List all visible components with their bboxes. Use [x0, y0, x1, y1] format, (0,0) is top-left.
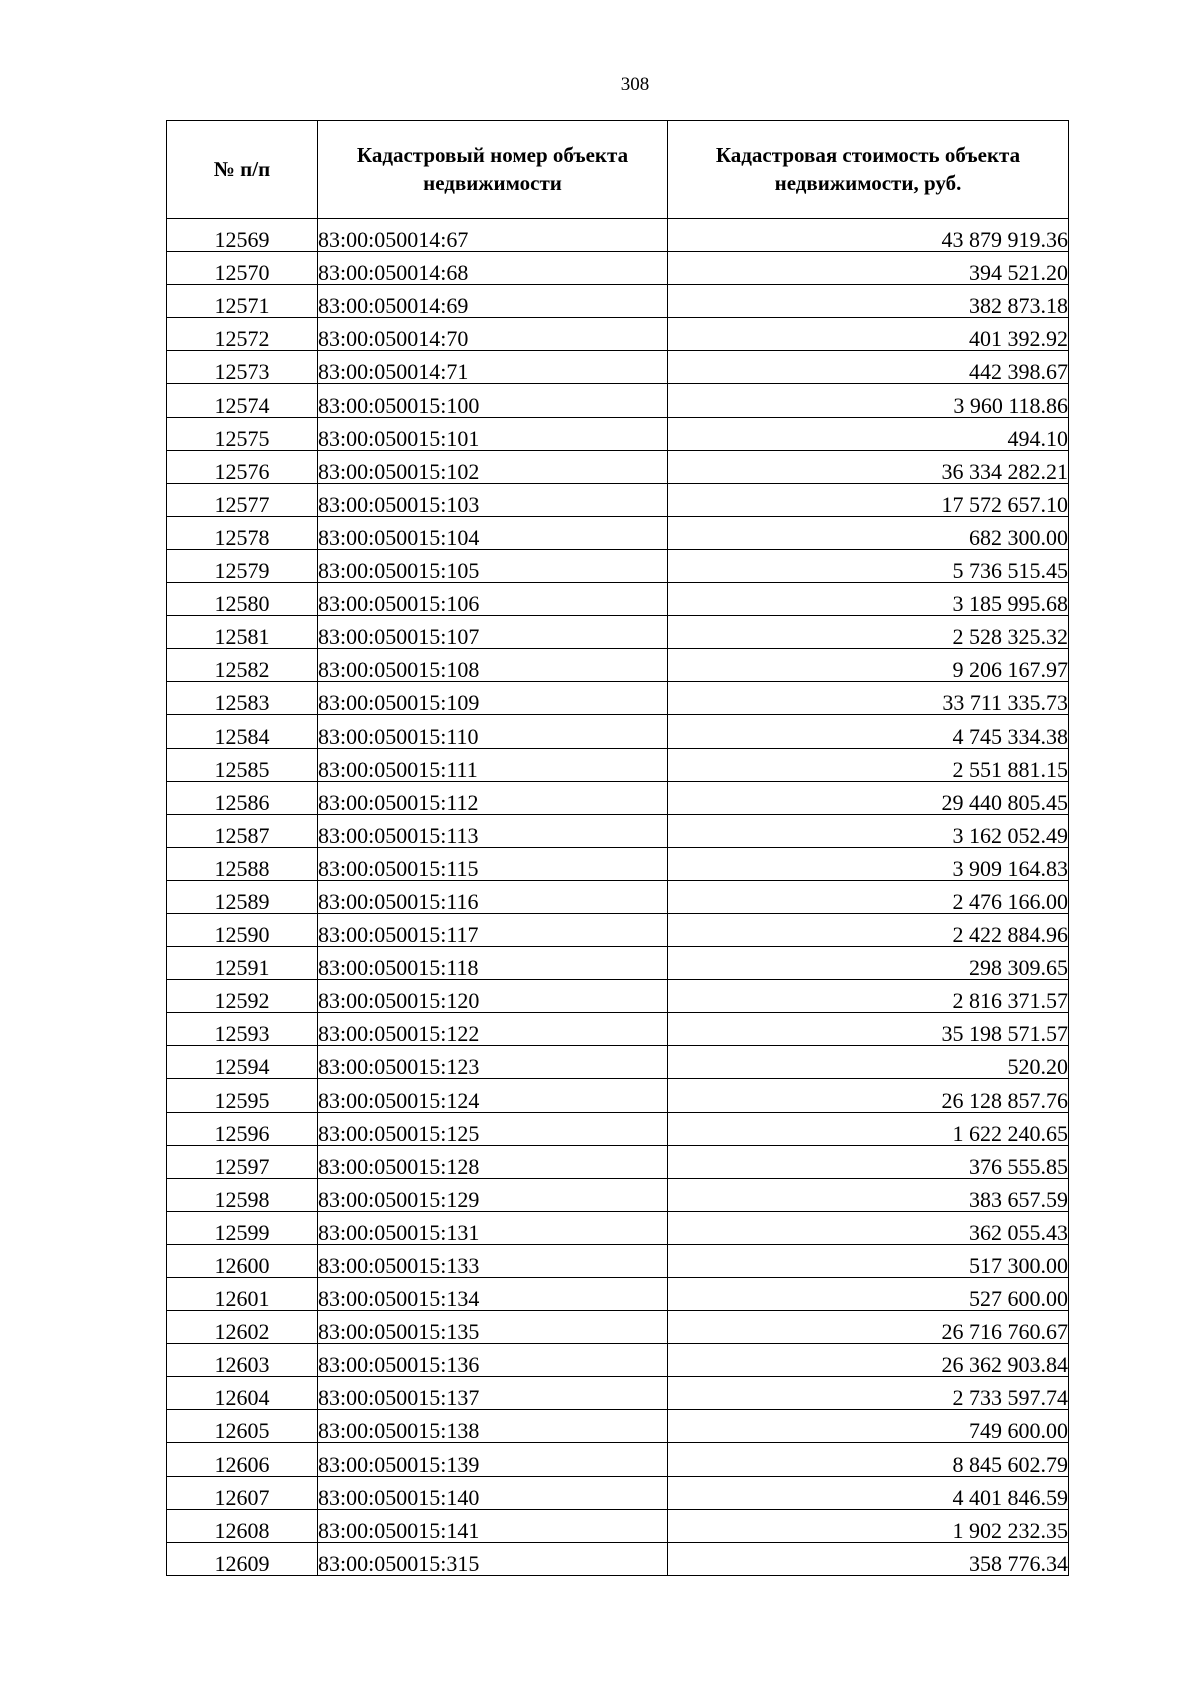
table-row: [167, 1013, 1069, 1046]
cadastral-value-cell: 36 334 282.21: [668, 450, 1069, 483]
row-number-cell: 12608: [167, 1509, 318, 1542]
cadastral-number-cell: 83:00:050015:102: [318, 450, 668, 483]
row-number-cell: 12578: [167, 516, 318, 549]
cadastral-value-cell: 3 960 118.86: [668, 384, 1069, 417]
row-number-cell: 12606: [167, 1443, 318, 1476]
cadastral-value-cell: 2 733 597.74: [668, 1377, 1069, 1410]
cadastral-value-cell: 520.20: [668, 1046, 1069, 1079]
row-number-cell: 12609: [167, 1542, 318, 1575]
row-number-cell: 12598: [167, 1178, 318, 1211]
cadastral-value-cell: 1 622 240.65: [668, 1112, 1069, 1145]
table-row: [167, 285, 1069, 318]
cadastral-number-cell: 83:00:050015:117: [318, 913, 668, 946]
cadastral-number-cell: 83:00:050015:137: [318, 1377, 668, 1410]
table-row: [167, 417, 1069, 450]
page-number: 308: [620, 74, 650, 95]
table-row: [167, 252, 1069, 285]
cadastral-number-cell: 83:00:050015:110: [318, 715, 668, 748]
cadastral-number-cell: 83:00:050015:100: [318, 384, 668, 417]
table-row: [167, 947, 1069, 980]
table-row: [167, 847, 1069, 880]
cadastral-number-cell: 83:00:050015:115: [318, 847, 668, 880]
table-row: [167, 1178, 1069, 1211]
row-number-cell: 12589: [167, 880, 318, 913]
cadastral-number-cell: 83:00:050015:108: [318, 649, 668, 682]
row-number-cell: 12602: [167, 1311, 318, 1344]
cadastral-value-cell: 376 555.85: [668, 1145, 1069, 1178]
cadastral-value-cell: 5 736 515.45: [668, 549, 1069, 582]
cadastral-value-cell: 494.10: [668, 417, 1069, 450]
cadastral-value-cell: 2 816 371.57: [668, 980, 1069, 1013]
cadastral-number-cell: 83:00:050015:112: [318, 781, 668, 814]
cadastral-number-cell: 83:00:050015:125: [318, 1112, 668, 1145]
table-row: [167, 1311, 1069, 1344]
table-row: [167, 219, 1069, 252]
row-number-cell: 12571: [167, 285, 318, 318]
table-row: [167, 1377, 1069, 1410]
cadastral-number-cell: 83:00:050015:122: [318, 1013, 668, 1046]
cadastral-number-cell: 83:00:050015:131: [318, 1211, 668, 1244]
row-number-cell: 12590: [167, 913, 318, 946]
row-number-cell: 12575: [167, 417, 318, 450]
cadastral-number-cell: 83:00:050015:133: [318, 1244, 668, 1277]
row-number-cell: 12596: [167, 1112, 318, 1145]
row-number-cell: 12573: [167, 351, 318, 384]
table-row: [167, 913, 1069, 946]
cadastral-value-cell: 401 392.92: [668, 318, 1069, 351]
table-row: [167, 1211, 1069, 1244]
table-row: [167, 649, 1069, 682]
header-row-number: № п/п: [167, 121, 318, 219]
row-number-cell: 12601: [167, 1278, 318, 1311]
table-row: [167, 1046, 1069, 1079]
cadastral-value-cell: 382 873.18: [668, 285, 1069, 318]
cadastral-value-cell: 1 902 232.35: [668, 1509, 1069, 1542]
row-number-cell: 12583: [167, 682, 318, 715]
table-row: [167, 351, 1069, 384]
row-number-cell: 12572: [167, 318, 318, 351]
row-number-cell: 12592: [167, 980, 318, 1013]
table-row: [167, 1476, 1069, 1509]
cadastral-value-cell: 17 572 657.10: [668, 483, 1069, 516]
table-row: [167, 1244, 1069, 1277]
cadastral-number-cell: 83:00:050015:109: [318, 682, 668, 715]
cadastral-value-cell: 2 551 881.15: [668, 748, 1069, 781]
cadastral-number-cell: 83:00:050014:71: [318, 351, 668, 384]
table-row: [167, 781, 1069, 814]
cadastral-value-cell: 4 401 846.59: [668, 1476, 1069, 1509]
table-row: [167, 682, 1069, 715]
row-number-cell: 12607: [167, 1476, 318, 1509]
table-row: [167, 516, 1069, 549]
table-row: [167, 583, 1069, 616]
row-number-cell: 12585: [167, 748, 318, 781]
cadastral-number-cell: 83:00:050015:105: [318, 549, 668, 582]
table-row: [167, 880, 1069, 913]
cadastral-number-cell: 83:00:050015:124: [318, 1079, 668, 1112]
header-cadastral-number: Кадастровый номер объекта недвижимости: [318, 121, 668, 219]
table-row: [167, 715, 1069, 748]
cadastral-number-cell: 83:00:050014:67: [318, 219, 668, 252]
cadastral-value-table: [166, 120, 1069, 1576]
cadastral-number-cell: 83:00:050015:128: [318, 1145, 668, 1178]
row-number-cell: 12600: [167, 1244, 318, 1277]
table-row: [167, 1410, 1069, 1443]
cadastral-number-cell: 83:00:050015:136: [318, 1344, 668, 1377]
cadastral-value-cell: 33 711 335.73: [668, 682, 1069, 715]
cadastral-number-cell: 83:00:050015:113: [318, 814, 668, 847]
table-row: [167, 318, 1069, 351]
cadastral-number-cell: 83:00:050015:141: [318, 1509, 668, 1542]
cadastral-number-cell: 83:00:050015:101: [318, 417, 668, 450]
row-number-cell: 12604: [167, 1377, 318, 1410]
table-header-row: [167, 121, 1069, 219]
row-number-cell: 12579: [167, 549, 318, 582]
row-number-cell: 12594: [167, 1046, 318, 1079]
row-number-cell: 12569: [167, 219, 318, 252]
header-cadastral-value: Кадастровая стоимость объекта недвижимости, руб.: [668, 121, 1069, 219]
cadastral-number-cell: 83:00:050015:118: [318, 947, 668, 980]
table-row: [167, 549, 1069, 582]
cadastral-number-cell: 83:00:050015:120: [318, 980, 668, 1013]
cadastral-number-cell: 83:00:050015:116: [318, 880, 668, 913]
cadastral-number-cell: 83:00:050015:139: [318, 1443, 668, 1476]
row-number-cell: 12597: [167, 1145, 318, 1178]
row-number-cell: 12591: [167, 947, 318, 980]
row-number-cell: 12593: [167, 1013, 318, 1046]
cadastral-value-cell: 394 521.20: [668, 252, 1069, 285]
row-number-cell: 12577: [167, 483, 318, 516]
cadastral-value-cell: 8 845 602.79: [668, 1443, 1069, 1476]
cadastral-number-cell: 83:00:050015:107: [318, 616, 668, 649]
cadastral-value-cell: 749 600.00: [668, 1410, 1069, 1443]
table-row: [167, 616, 1069, 649]
cadastral-value-cell: 26 362 903.84: [668, 1344, 1069, 1377]
cadastral-value-cell: 527 600.00: [668, 1278, 1069, 1311]
table-row: [167, 1145, 1069, 1178]
cadastral-number-cell: 83:00:050014:68: [318, 252, 668, 285]
row-number-cell: 12586: [167, 781, 318, 814]
table-row: [167, 450, 1069, 483]
row-number-cell: 12584: [167, 715, 318, 748]
table-row: [167, 1344, 1069, 1377]
cadastral-number-cell: 83:00:050014:70: [318, 318, 668, 351]
row-number-cell: 12605: [167, 1410, 318, 1443]
row-number-cell: 12574: [167, 384, 318, 417]
cadastral-number-cell: 83:00:050015:129: [318, 1178, 668, 1211]
cadastral-value-cell: 2 476 166.00: [668, 880, 1069, 913]
cadastral-number-cell: 83:00:050015:111: [318, 748, 668, 781]
cadastral-value-cell: 362 055.43: [668, 1211, 1069, 1244]
cadastral-value-cell: 3 909 164.83: [668, 847, 1069, 880]
table-row: [167, 814, 1069, 847]
row-number-cell: 12603: [167, 1344, 318, 1377]
cadastral-value-cell: 35 198 571.57: [668, 1013, 1069, 1046]
cadastral-number-cell: 83:00:050015:135: [318, 1311, 668, 1344]
cadastral-number-cell: 83:00:050015:315: [318, 1542, 668, 1575]
cadastral-number-cell: 83:00:050015:104: [318, 516, 668, 549]
cadastral-number-cell: 83:00:050015:134: [318, 1278, 668, 1311]
row-number-cell: 12570: [167, 252, 318, 285]
row-number-cell: 12576: [167, 450, 318, 483]
table-row: [167, 748, 1069, 781]
row-number-cell: 12581: [167, 616, 318, 649]
cadastral-value-cell: 298 309.65: [668, 947, 1069, 980]
cadastral-value-cell: 358 776.34: [668, 1542, 1069, 1575]
cadastral-number-cell: 83:00:050015:103: [318, 483, 668, 516]
table-row: [167, 980, 1069, 1013]
cadastral-value-cell: 2 422 884.96: [668, 913, 1069, 946]
cadastral-number-cell: 83:00:050015:140: [318, 1476, 668, 1509]
table-row: [167, 1542, 1069, 1575]
row-number-cell: 12580: [167, 583, 318, 616]
cadastral-value-cell: 442 398.67: [668, 351, 1069, 384]
row-number-cell: 12588: [167, 847, 318, 880]
cadastral-value-cell: 3 185 995.68: [668, 583, 1069, 616]
cadastral-number-cell: 83:00:050014:69: [318, 285, 668, 318]
cadastral-value-cell: 26 128 857.76: [668, 1079, 1069, 1112]
cadastral-value-cell: 3 162 052.49: [668, 814, 1069, 847]
cadastral-value-cell: 43 879 919.36: [668, 219, 1069, 252]
table-row: [167, 1112, 1069, 1145]
row-number-cell: 12599: [167, 1211, 318, 1244]
table-row: [167, 483, 1069, 516]
cadastral-value-cell: 4 745 334.38: [668, 715, 1069, 748]
cadastral-number-cell: 83:00:050015:106: [318, 583, 668, 616]
table-row: [167, 1443, 1069, 1476]
table-row: [167, 1509, 1069, 1542]
table-row: [167, 1079, 1069, 1112]
table-row: [167, 1278, 1069, 1311]
row-number-cell: 12582: [167, 649, 318, 682]
cadastral-value-cell: 9 206 167.97: [668, 649, 1069, 682]
cadastral-value-cell: 682 300.00: [668, 516, 1069, 549]
table-row: [167, 384, 1069, 417]
row-number-cell: 12595: [167, 1079, 318, 1112]
cadastral-value-cell: 2 528 325.32: [668, 616, 1069, 649]
cadastral-number-cell: 83:00:050015:123: [318, 1046, 668, 1079]
cadastral-value-cell: 517 300.00: [668, 1244, 1069, 1277]
table-body: [167, 219, 1069, 1576]
cadastral-value-cell: 29 440 805.45: [668, 781, 1069, 814]
cadastral-value-cell: 26 716 760.67: [668, 1311, 1069, 1344]
cadastral-number-cell: 83:00:050015:138: [318, 1410, 668, 1443]
row-number-cell: 12587: [167, 814, 318, 847]
cadastral-value-cell: 383 657.59: [668, 1178, 1069, 1211]
